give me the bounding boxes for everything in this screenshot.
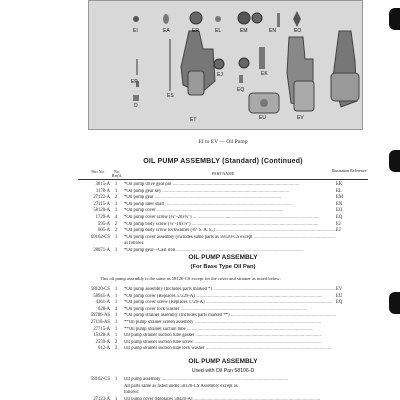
photo-label: EA xyxy=(163,28,170,34)
part-name: *Oil pump cover lock washer ..... xyxy=(124,307,336,314)
catalog-page xyxy=(78,0,368,400)
photo-label: EP xyxy=(131,79,138,85)
part-number: 1178-A xyxy=(95,188,110,194)
part-name: *Oil pump gear ..... xyxy=(124,195,336,202)
table-row xyxy=(78,208,368,215)
quantity: 4 xyxy=(114,306,118,312)
part-number: 628-A xyxy=(98,306,110,312)
table-row xyxy=(78,300,368,307)
header-illustration-ref: Illustration Reference xyxy=(331,168,367,173)
section-title: OIL PUMP ASSEMBLY (Standard) (Continued) xyxy=(143,158,303,165)
table-row xyxy=(78,202,368,209)
illustration-ref: EL xyxy=(336,188,342,194)
table-row xyxy=(78,313,368,320)
table-row xyxy=(78,340,368,347)
section-subtitle: (For Base Type Oil Pan) xyxy=(190,264,256,270)
quantity: 2 xyxy=(114,346,118,352)
quantity: 2 xyxy=(114,195,118,201)
parts-illustration xyxy=(89,1,363,130)
part-number: 58941-A xyxy=(93,293,110,299)
part-number: 1729-A xyxy=(95,214,110,220)
photo-label: ET xyxy=(190,117,197,123)
table-row xyxy=(78,390,368,397)
quantity: 2 xyxy=(114,228,118,234)
table-row xyxy=(78,182,368,189)
part-name: All parts same as listed under 58120-CS Assembly except as xyxy=(124,383,238,389)
header-part-name: PART NAME xyxy=(211,171,235,176)
parts-photo xyxy=(88,0,363,130)
binder-hole xyxy=(389,150,400,172)
photo-label: EU xyxy=(259,115,266,121)
part-name: *Oil pump drive gear pin ..... xyxy=(124,182,336,189)
binder-holes xyxy=(388,0,400,400)
table-row xyxy=(78,346,368,353)
part-number: 27123-A xyxy=(93,396,110,400)
parts-table-58106 xyxy=(78,377,368,400)
part-name: *Oil pump cover (Replaces 57229-A) ..... xyxy=(124,294,336,301)
table-row xyxy=(78,189,368,196)
photo-label: D xyxy=(134,103,138,109)
section-title: OIL PUMP ASSEMBLY xyxy=(188,254,258,261)
photo-caption: EI to EV — Oil Pump xyxy=(198,139,248,145)
section-title: OIL PUMP ASSEMBLY xyxy=(188,358,258,365)
part-number: 28071-A xyxy=(93,247,110,253)
part-name: *Oil pump cover screw (¼"-20x¾") ..... xyxy=(124,215,336,222)
table-row xyxy=(78,228,368,235)
part-number: 58120-A xyxy=(93,208,110,214)
photo-label: EJ xyxy=(217,72,223,78)
photo-label: ER xyxy=(192,28,199,34)
column-headers xyxy=(78,168,368,180)
part-number: 27118-AS xyxy=(90,319,110,325)
part-name: Oil pump strainer suction tube gasket ..... xyxy=(124,333,336,340)
illustration-ref: EN xyxy=(336,201,343,207)
part-name: *Oil pump idler shaft ..... xyxy=(124,202,336,209)
illustration-ref: EQ xyxy=(336,214,343,220)
table-row xyxy=(78,384,368,391)
part-name: *Oil pump strainer assembly (Includes parts marked **) ..... xyxy=(124,313,336,320)
part-name: *Oil pump gear key ..... xyxy=(124,189,336,196)
binder-hole xyxy=(389,292,400,314)
part-number: 27115-A xyxy=(93,201,110,207)
table-row xyxy=(78,333,368,340)
part-number: 15128-A xyxy=(93,333,110,339)
photo-label: EK xyxy=(261,71,268,77)
quantity: 1 xyxy=(114,333,118,339)
photo-label: EL xyxy=(215,28,222,34)
part-name: *Oil pump cover screw (Replaces 1729-A) ..... xyxy=(124,300,336,307)
illustration-ref: EK xyxy=(336,182,343,187)
table-row xyxy=(78,377,368,384)
quantity: 1 xyxy=(114,396,118,400)
header-part-no: Part No. xyxy=(91,169,105,174)
part-name: Oil pump assembly ..... xyxy=(124,377,336,384)
part-name: **Oil pump strainer suction tube ..... xyxy=(124,327,336,334)
section-subtitle: Used with Oil Pan 58106-D xyxy=(191,368,255,374)
quantity: 1 xyxy=(114,319,118,325)
photo-label: EI xyxy=(133,28,138,34)
table-row xyxy=(78,294,368,301)
part-name: *Oil pump cover assembly (includes same parts as 58120-CS except ..... xyxy=(124,235,336,242)
part-number: 3815-A xyxy=(95,182,110,187)
parts-table-standard xyxy=(78,182,368,255)
illustration-ref: EU xyxy=(336,293,343,299)
quantity: 1 xyxy=(114,188,118,194)
photo-label: ES xyxy=(167,93,174,99)
part-name: *Oil pump assembly (Includes parts marked *) ..... xyxy=(124,287,336,294)
illustration-ref: EM xyxy=(336,195,344,201)
binder-hole xyxy=(389,8,400,30)
part-name: Oil pump cover (Replaces 58420-A) ..... xyxy=(124,397,336,400)
table-row xyxy=(78,222,368,229)
table-row xyxy=(78,215,368,222)
part-name: *Oil pump body screw lockwasher (⅜" S. A. E.) ..... xyxy=(124,228,336,235)
part-name: *Oil pump gear—Cast iron ..... xyxy=(124,248,336,255)
part-number: 27122-A xyxy=(93,195,110,201)
quantity: 1 xyxy=(114,313,118,319)
illustration-ref: EQ xyxy=(336,300,343,306)
photo-label: EO xyxy=(294,28,302,34)
part-number: 595-A xyxy=(98,221,110,227)
part-number: 58120-CS xyxy=(90,287,110,292)
quantity: 1 xyxy=(114,182,118,187)
photo-label: EN xyxy=(269,28,276,34)
illustration-ref: EJ xyxy=(336,228,341,234)
part-name: *Oil pump cover ..... xyxy=(124,208,336,215)
quantity: 2 xyxy=(114,221,118,227)
quantity: 1 xyxy=(114,293,118,299)
parts-table-base-type xyxy=(78,287,368,353)
quantity: 1 xyxy=(114,234,118,240)
part-name: follows: xyxy=(124,390,140,396)
part-name: *Oil pump body screw (¼"-18x⅞") ..... xyxy=(124,222,336,229)
illustration-ref: EV xyxy=(336,287,343,292)
table-row xyxy=(78,327,368,334)
quantity: 1 xyxy=(114,247,118,253)
table-row xyxy=(78,287,368,294)
photo-label: EQ xyxy=(237,87,245,93)
part-number: 27715-A xyxy=(93,326,110,332)
section-intro: This oil pump assembly is the same as 58120-CS except for the cover and strainer as noted below: xyxy=(100,276,281,281)
photo-label: EV xyxy=(297,115,304,121)
illustration-ref: EJ xyxy=(336,221,341,227)
quantity: 2 xyxy=(114,339,118,345)
quantity: 1 xyxy=(114,287,118,292)
quantity: 1 xyxy=(114,201,118,207)
part-name: **Oil pump strainer screen assembly ..... xyxy=(124,320,336,327)
header-qty: No. Req'd. xyxy=(111,169,123,178)
table-row xyxy=(78,241,368,248)
part-number: 2559-A xyxy=(95,339,110,345)
quantity: 1 xyxy=(114,326,118,332)
quantity: 1 xyxy=(114,377,118,382)
quantity: 4 xyxy=(114,214,118,220)
part-name: Oil pump strainer suction tube lock washer ..... xyxy=(124,346,336,353)
table-row xyxy=(78,307,368,314)
quantity: 1 xyxy=(114,300,118,306)
part-number: 605-A xyxy=(98,228,110,234)
part-number: 4361-A xyxy=(95,300,110,306)
table-row xyxy=(78,320,368,327)
photo-label: EM xyxy=(240,28,248,34)
part-number: 69162-CS xyxy=(90,234,110,240)
part-name: Oil pump strainer suction tube screw ..... xyxy=(124,340,336,347)
part-number: 58706-AS xyxy=(90,313,110,319)
quantity: 1 xyxy=(114,208,118,214)
part-number: 58162-CS xyxy=(90,377,110,382)
table-row xyxy=(78,195,368,202)
part-name: as follows: xyxy=(124,241,145,247)
illustration-ref: EO xyxy=(336,208,343,214)
table-row xyxy=(78,235,368,242)
part-number: 612-A xyxy=(98,346,110,352)
